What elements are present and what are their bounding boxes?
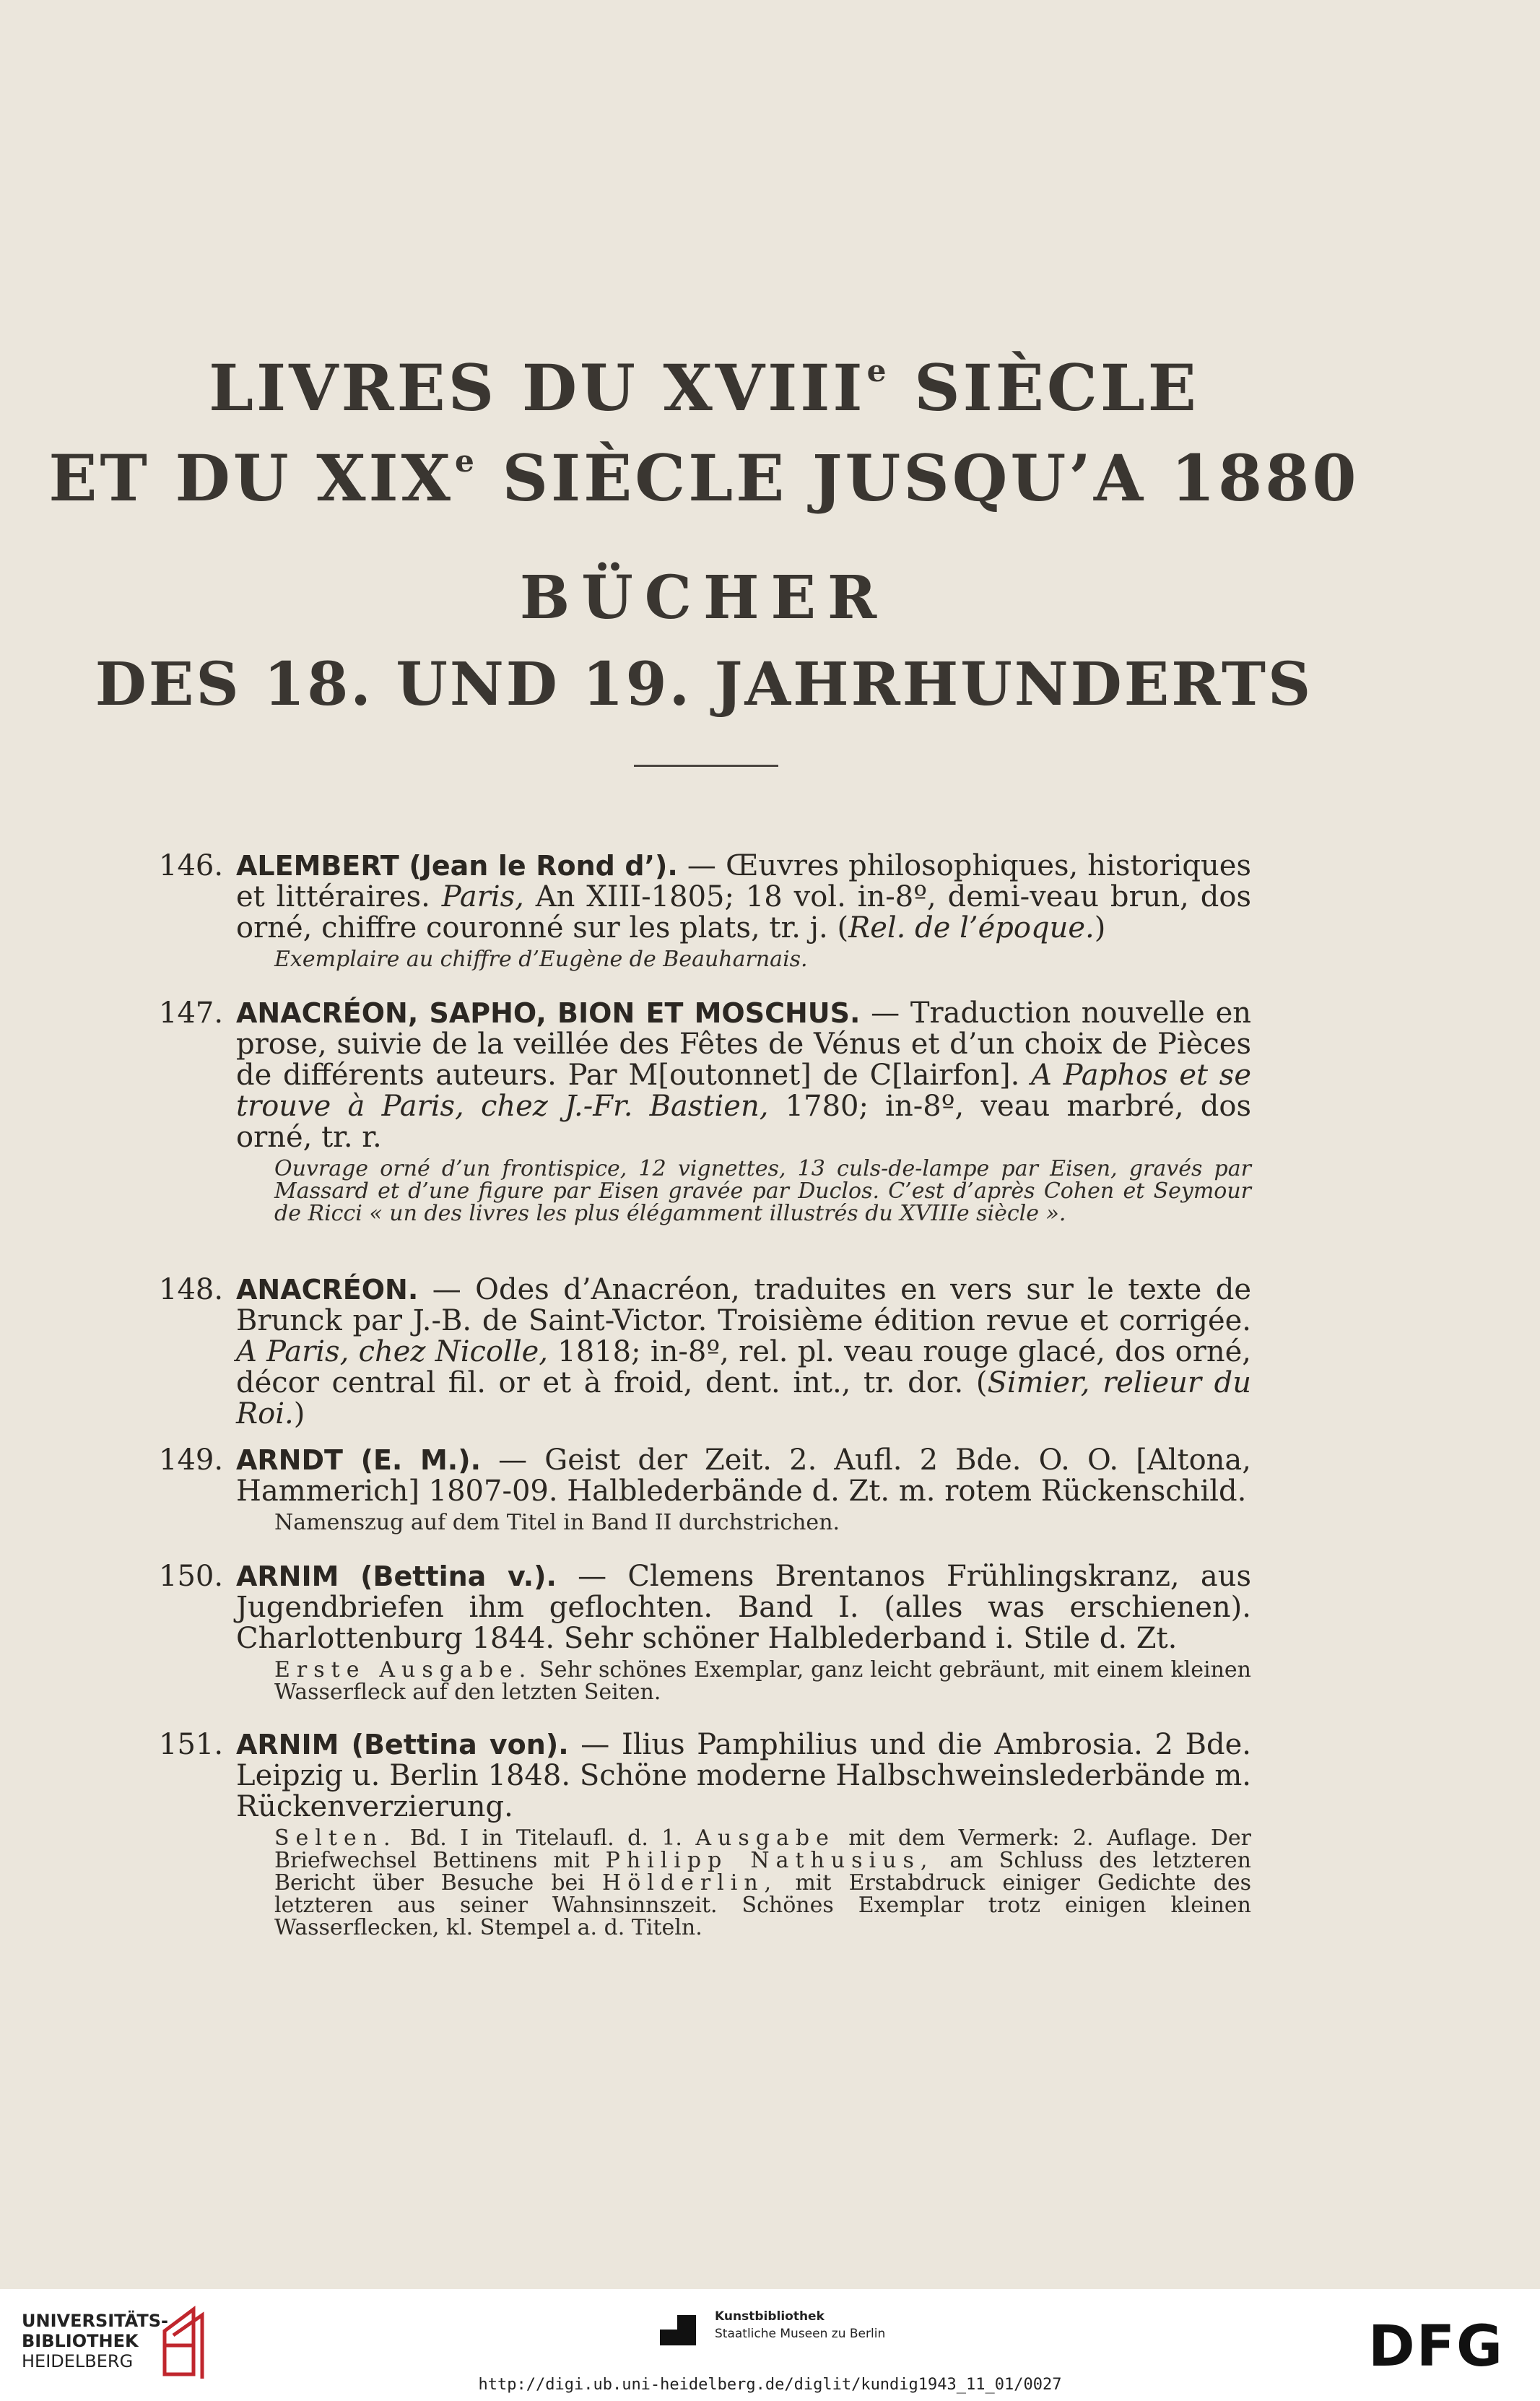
catalog-entry-151: 151. ARNIM (Bettina von). — Ilius Pamphilius und die Ambrosia. 2 Bde. Leipzig u. Berlin 1848. Schöne moderne Halbschweinslederbände m. Rückenverzierung. Selten. Bd. I in Titelaufl. d. 1. Ausgabe mit dem Vermerk: 2. Auflage. Der Briefwechsel Bettinens mit Philipp Nathusius, am Schluss des letzteren Bericht über Besuche bei Hölderlin, mit Erstabdruck einiger Gedichte des letzteren aus seiner Wahnsinnszeit. Schönes Exemplar trotz einigen kleinen Wasserflecken, kl. Stempel a. d. Titeln. [159,1728,1252,1940]
catalog-entry-149: 149. ARNDT (E. M.). — Geist der Zeit. 2. Aufl. 2 Bde. O. O. [Altona, Hammerich] 1807-09. Halblederbände d. Zt. m. rotem Rückenschild. Namenszug auf dem Titel in Band II durchstrichen. [159,1443,1251,1535]
divider-rule [634,765,778,767]
entry-number: 151. [159,1728,224,1761]
ub-mark-icon [157,2302,211,2382]
page-url[interactable]: http://digi.ub.uni-heidelberg.de/diglit/kundig1943_11_01/0027 [478,2376,1062,2394]
entry-number: 147. [159,997,224,1030]
dfg-logo[interactable]: DFG [1368,2314,1505,2379]
heading-jahrhunderts: DES 18. UND 19. JAHRHUNDERTS [95,650,1313,719]
entry-note: Namenszug auf dem Titel in Band II durchstrichen. [274,1510,840,1535]
entry-number: 150. [159,1560,224,1593]
entry-author: ARNIM (Bettina v.). [236,1560,557,1592]
catalog-entry-146: 146. ALEMBERT (Jean le Rond d’). — Œuvres philosophiques, historiques et littéraires. Paris, An XIII-1805; 18 vol. in-8º, demi-veau brun, dos orné, chiffre couronné sur les plats, tr. j. (Rel. de l’époque.) Exemplaire au chiffre d’Eugène de Beauharnais. [159,849,1251,972]
entry-number: 148. [159,1273,224,1306]
entry-note: Erste Ausgabe. Sehr schönes Exemplar, ganz leicht gebräunt, mit einem kleinen Wasserfleck auf den letzten Seiten. [274,1657,1251,1705]
entry-author: ARNIM (Bettina von). [236,1729,569,1760]
entry-author: ALEMBERT (Jean le Rond d’). [236,850,678,882]
entry-note: Exemplaire au chiffre d’Eugène de Beauharnais. [274,947,808,972]
entry-note: Ouvrage orné d’un frontispice, 12 vignettes, 13 culs-de-lampe par Eisen, gravés par Massard et d’une figure par Eisen gravée par Duclos. C’est d’après Cohen et Seymour de Ricci « un des livres les plus élégamment illustrés du XVIIIe siècle ». [274,1156,1251,1226]
heading-xix-siecle: ET DU XIXe SIÈCLE JUSQU’A 1880 [48,440,1360,516]
entry-note: Selten. Bd. I in Titelaufl. d. 1. Ausgabe mit dem Vermerk: 2. Auflage. Der Briefwechsel Bettinens mit Philipp Nathusius, am Schluss des letzteren Bericht über Besuche bei Hölderlin, mit Erstabdruck einiger Gedichte des letzteren aus seiner Wahnsinnszeit. Schönes Exemplar trotz einigen kleinen Wasserflecken, kl. Stempel a. d. Titeln. [274,1825,1252,1940]
entry-author: ARNDT (E. M.). [236,1444,482,1476]
catalog-entry-150: 150. ARNIM (Bettina v.). — Clemens Brentanos Frühlingskranz, aus Jugendbriefen ihm geflochten. Band I. (alles was erschienen). Charlottenburg 1844. Sehr schöner Halblederband i. Stile d. Zt. Erste Ausgabe. Sehr schönes Exemplar, ganz leicht gebräunt, mit einem kleinen Wasserfleck auf den letzten Seiten. [159,1560,1251,1705]
ub-heidelberg-logo[interactable]: UNIVERSITÄTS- BIBLIOTHEK HEIDELBERG [22,2311,169,2371]
heading-buecher: BÜCHER [519,563,889,633]
entry-number: 146. [159,849,224,882]
catalog-entry-147: 147. ANACRÉON, SAPHO, BION ET MOSCHUS. — Traduction nouvelle en prose, suivie de la veillée des Fêtes de Vénus et d’un choix de Pièces de différents auteurs. Par M[outonnet] de C[lairfon]. A Paphos et se trouve à Paris, chez J.-Fr. Bastien, 1780; in-8º, veau marbré, dos orné, tr. r. Ouvrage orné d’un frontispice, 12 vignettes, 13 culs-de-lampe par Eisen, gravés par Massard et d’une figure par Eisen gravée par Duclos. C’est d’après Cohen et Seymour de Ricci « un des livres les plus élégamment illustrés du XVIIIe siècle ». [159,997,1251,1226]
catalog-entry-148: 148. ANACRÉON. — Odes d’Anacréon, traduites en vers sur le texte de Brunck par J.-B. de Saint-Victor. Troisième édition revue et corrigée. A Paris, chez Nicolle, 1818; in-8º, rel. pl. veau rouge glacé, dos orné, décor central fil. or et à froid, dent. int., tr. dor. (Simier, relieur du Roi.) [159,1273,1251,1430]
entry-author: ANACRÉON, SAPHO, BION ET MOSCHUS. [236,997,861,1029]
kunstbibliothek-text: Kunstbibliothek Staatliche Museen zu Berlin [715,2309,886,2341]
entry-number: 149. [159,1443,224,1477]
entry-author: ANACRÉON. [236,1274,419,1306]
heading-livres: LIVRES DU XVIIIe SIÈCLE [209,350,1199,425]
kunstbibliothek-logo-icon[interactable] [657,2308,700,2351]
